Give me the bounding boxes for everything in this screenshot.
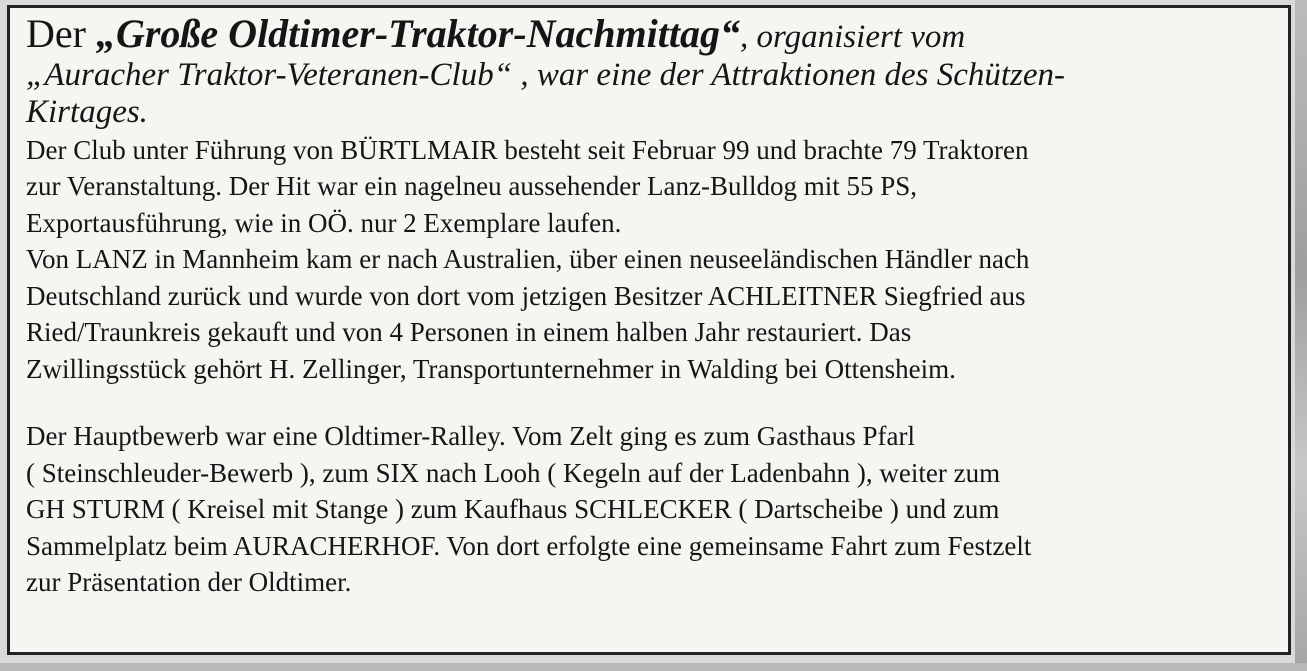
scan-background-edge (1295, 0, 1307, 671)
headline-lead: Der (26, 11, 96, 56)
article-headline (26, 11, 1274, 132)
headline-event-name: „Große Oldtimer-Traktor-Nachmittag“ (95, 11, 741, 56)
paragraph-spacer (26, 387, 1274, 418)
article-box (7, 5, 1291, 655)
paragraph-rally: Der Hauptbewerb war eine Oldtimer-Ralley. Vom Zelt ging es zum Gasthaus Pfarl ( Steinschleuder-Bewerb ), zum SIX nach Looh ( Kegeln auf der Ladenbahn ), weiter zum GH STURM ( Kreisel mit Stange ) zum Kaufhaus SCHLECKER ( Dartscheibe ) und zum Sammelplatz beim AURACHERHOF. Von dort erfolgte eine gemeinsame Fahrt zum Festzelt zur Präsentation der Oldtimer. (26, 421, 1032, 597)
headline-rest: , organisiert vom „Auracher Traktor-Veteranen-Club“ , war eine der Attraktionen des Schützen- Kirtages. (26, 19, 1066, 130)
paragraph-club-history: Der Club unter Führung von BÜRTLMAIR besteht seit Februar 99 und brachte 79 Traktoren zur Veranstaltung. Der Hit war ein nagelneu aussehender Lanz-Bulldog mit 55 PS, Exportausführung, wie in OÖ. nur 2 Exemplare laufen. Von LANZ in Mannheim kam er nach Australien, über einen neuseeländischen Händler nach Deutschland zurück und wurde von dort vom jetzigen Besitzer ACHLEITNER Siegfried aus Ried/Traunkreis gekauft und von 4 Personen in einem halben Jahr restauriert. Das Zwillingsstück gehört H. Zellinger, Transportunternehmer in Walding bei Ottensheim. (26, 134, 1030, 384)
scan-background-bottom (0, 663, 1307, 671)
